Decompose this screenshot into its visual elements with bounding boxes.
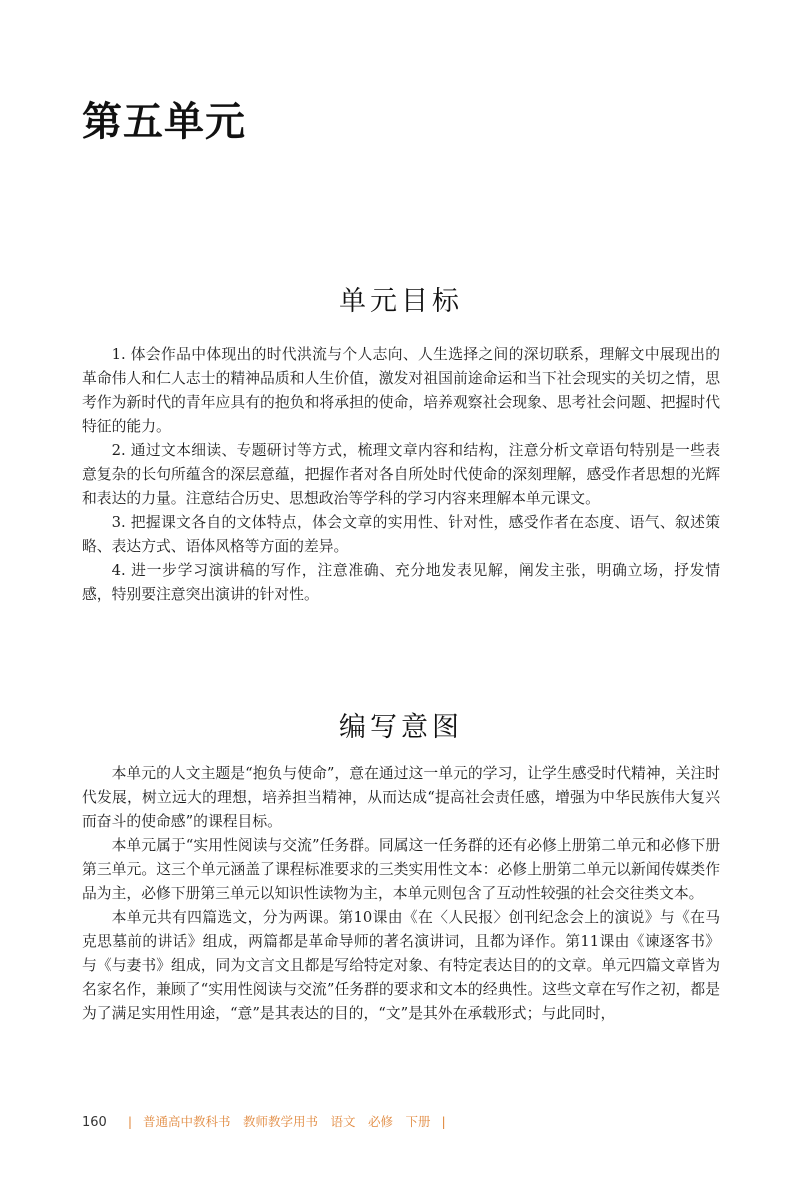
goal-paragraph: 4. 进一步学习演讲稿的写作，注意准确、充分地发表见解，阐发主张，明确立场，抒发情感，特别要注意突出演讲的针对性。 [82,562,720,603]
section-heading-goals: 单元目标 [339,286,463,317]
section-heading-intent: 编写意图 [339,712,463,743]
footer-separator: | [127,1114,133,1129]
goals-paragraphs [82,343,720,607]
goal-paragraph: 3. 把握课文各自的文体特点，体会文章的实用性、针对性，感受作者在态度、语气、叙述策略、表达方式、语体风格等方面的差异。 [82,514,720,555]
goal-paragraph: 1. 体会作品中体现出的时代洪流与个人志向、人生选择之间的深切联系，理解文中展现出的革命伟人和仁人志士的精神品质和人生价值，激发对祖国前途命运和当下社会现实的关切之情，思考作为新时代的青年应具有的抱负和将承担的使命，培养观察社会现象、思考社会问题、把握时代特征的能力。 [82,346,720,435]
intent-paragraph: 本单元属于“实用性阅读与交流”任务群。同属这一任务群的还有必修上册第二单元和必修下册第三单元。这三个单元涵盖了课程标准要求的三类实用性文本：必修上册第二单元以新闻传媒类作品为主，必修下册第三单元以知识性读物为主，本单元则包含了互动性较强的社会交往类文本。 [82,837,720,902]
intent-paragraph: 本单元的人文主题是“抱负与使命”，意在通过这一单元的学习，让学生感受时代精神，关注时代发展，树立远大的理想，培养担当精神，从而达成“提高社会责任感，增强为中华民族伟大复兴而奋斗的使命感”的课程目标。 [82,765,720,830]
intent-paragraphs [82,762,720,1026]
footer-separator: | [441,1114,446,1129]
unit-title: 第五单元 [82,99,246,145]
goal-paragraph: 2. 通过文本细读、专题研讨等方式，梳理文章内容和结构，注意分析文章语句特别是一些表意复杂的长句所蕴含的深层意蕴，把握作者对各自所处时代使命的深刻理解，感受作者思想的光辉和表达的力量。注意结合历史、思想政治等学科的学习内容来理解本单元课文。 [82,442,720,507]
footer-book-title: 普通高中教科书 教师教学用书 语文 必修 下册 [143,1114,431,1129]
page-footer [82,1112,453,1132]
page-number: 160 [82,1115,107,1130]
intent-paragraph: 本单元共有四篇选文，分为两课。第10课由《在〈人民报〉创刊纪念会上的演说》与《在马克思墓前的讲话》组成，两篇都是革命导师的著名演讲词，且都为译作。第11课由《谏逐客书》与《与妻书》组成，同为文言文且都是写给特定对象、有特定表达目的的文章。单元四篇文章皆为名家名作，兼顾了“实用性阅读与交流”任务群的要求和文本的经典性。这些文章在写作之初，都是为了满足实用性用途，“意”是其表达的目的，“文”是其外在承载形式；与此同时， [82,909,720,1022]
